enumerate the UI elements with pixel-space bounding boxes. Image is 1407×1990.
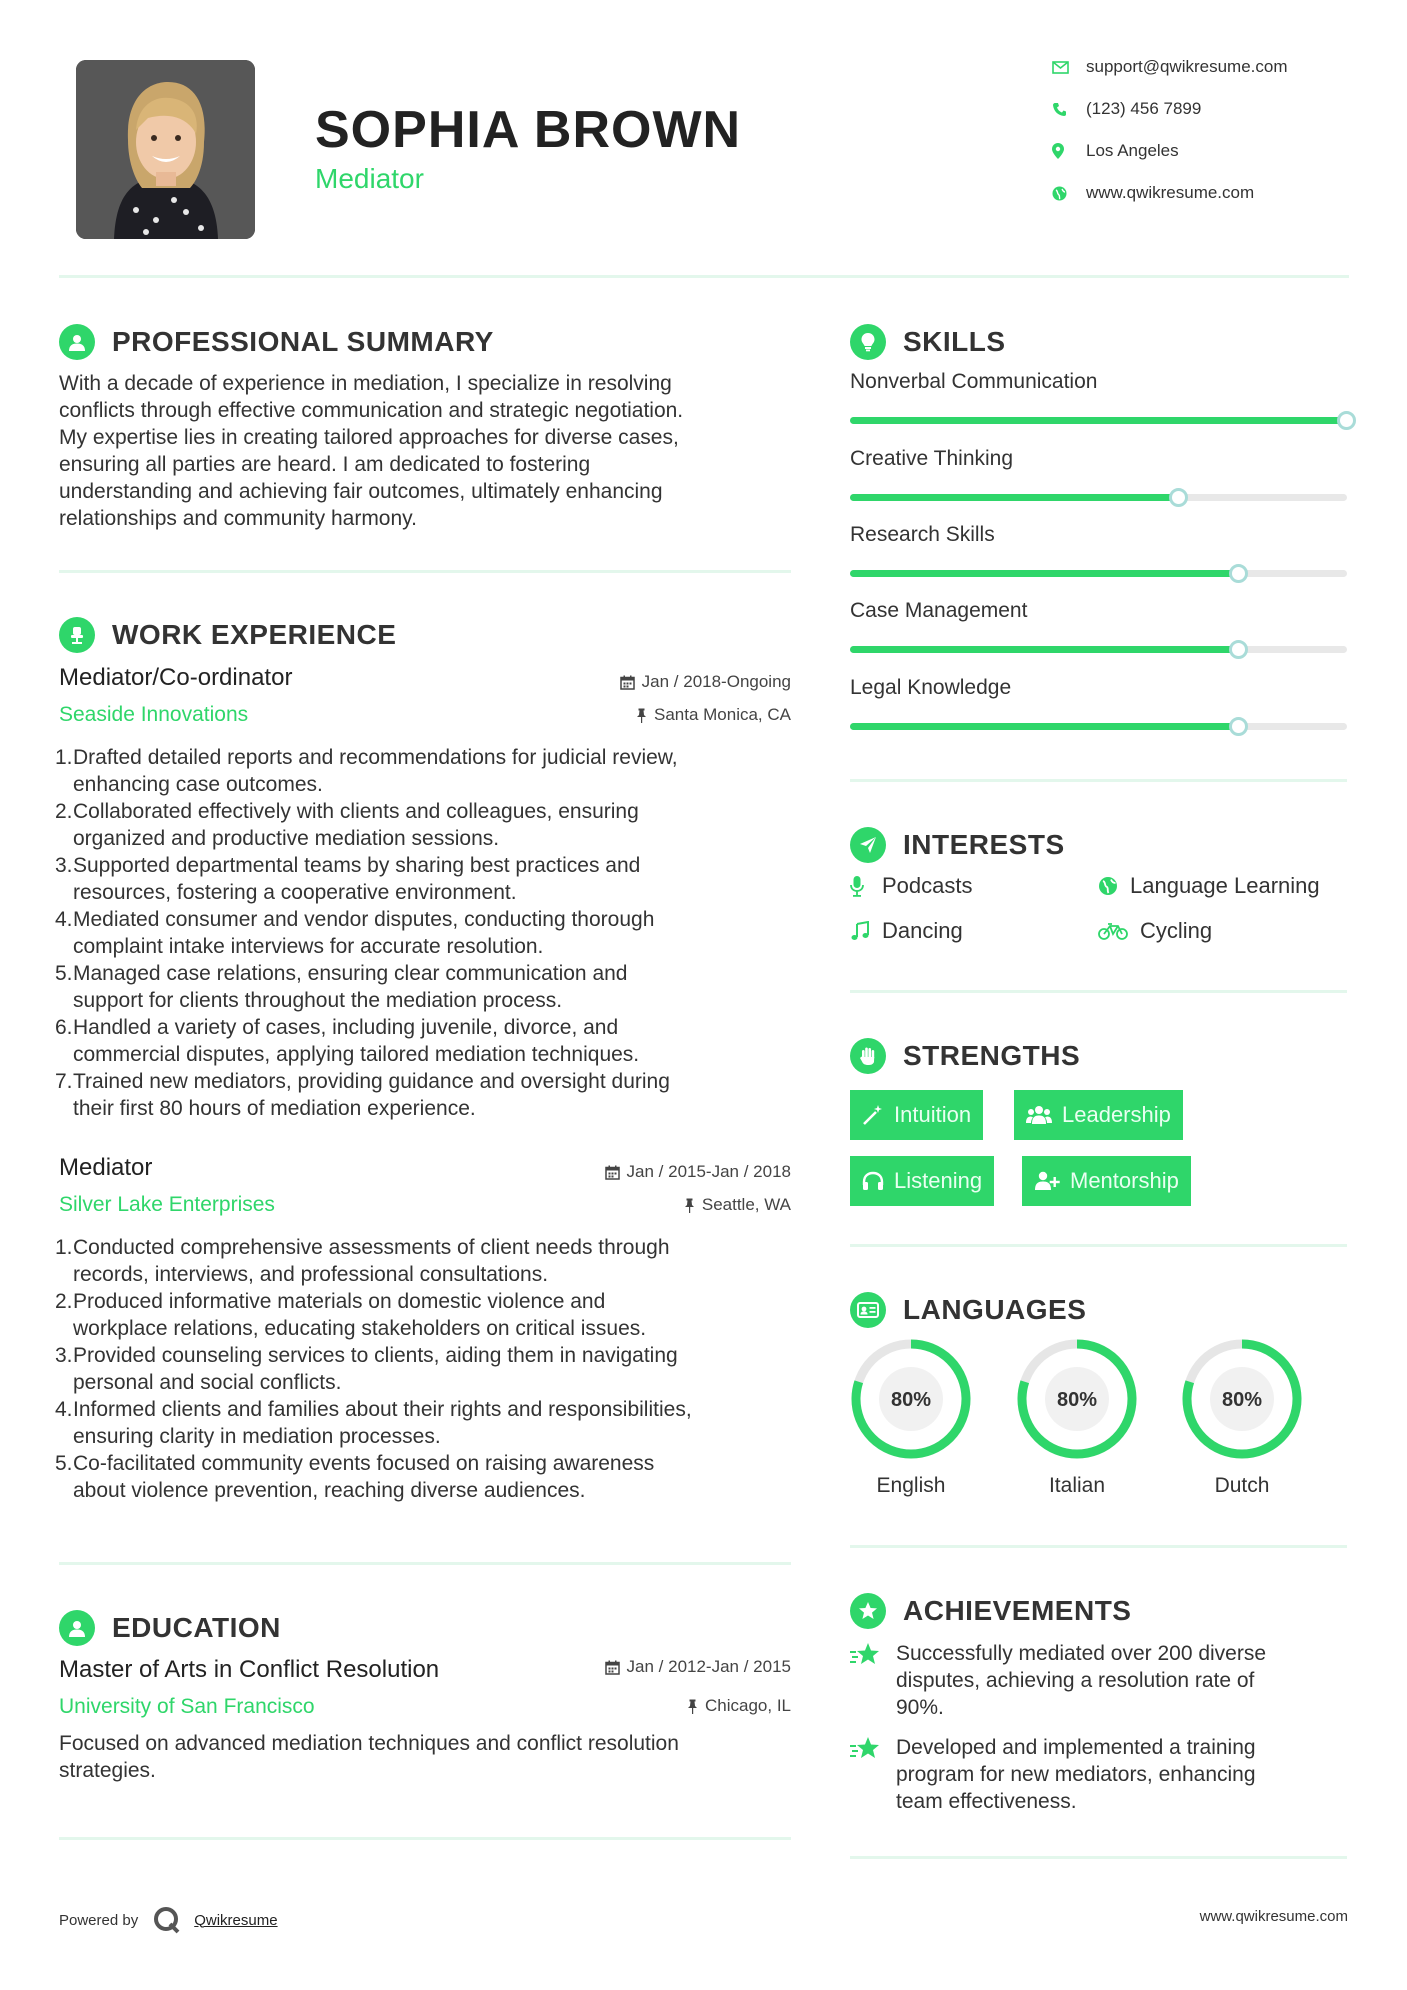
calendar-icon	[605, 1165, 620, 1180]
job-location-text: Seattle, WA	[701, 1195, 791, 1214]
list-item: 4. Mediated consumer and vendor disputes, conducting thorough complaint intake interviews for accurate resolution.	[55, 908, 655, 958]
job-company: Seaside Innovations	[59, 703, 249, 726]
envelope-icon	[1052, 61, 1086, 74]
pushpin-icon	[636, 708, 647, 723]
job-dates-text: Jan / 2015-Jan / 2018	[626, 1162, 791, 1181]
strengths-title: STRENGTHS	[903, 1040, 1081, 1071]
job-dates-text: Jan / 2018-Ongoing	[641, 672, 791, 691]
users-icon	[1026, 1105, 1052, 1125]
list-item: 1. Conducted comprehensive assessments of client needs through records, interviews, and professional consultations.	[55, 1236, 670, 1286]
star-badge-icon	[850, 1593, 886, 1629]
magic-wand-icon	[862, 1104, 884, 1126]
skill-knob	[1229, 640, 1248, 659]
interests-title: INTERESTS	[903, 829, 1065, 860]
skill-bar	[850, 723, 1347, 730]
pushpin-icon	[687, 1699, 698, 1714]
skill-fill	[850, 646, 1238, 653]
list-item: 5. Managed case relations, ensuring clear communication and support for clients throughout the mediation process.	[55, 962, 628, 1012]
skill-label: Creative Thinking	[850, 447, 1014, 470]
candidate-name: SOPHIA BROWN	[315, 101, 742, 159]
email-text: support@qwikresume.com	[1086, 57, 1288, 76]
language-name: Dutch	[1214, 1474, 1270, 1497]
list-item: 6. Handled a variety of cases, including juvenile, divorce, and commercial disputes, applying tailored mediation techniques.	[55, 1016, 640, 1066]
contact-email[interactable]	[1052, 57, 1288, 77]
strength-tag: Mentorship	[1022, 1156, 1191, 1206]
section-divider	[59, 1562, 791, 1565]
list-item: 2. Collaborated effectively with clients and colleagues, ensuring organized and productive mediation sessions.	[55, 800, 639, 850]
education-description: Focused on advanced mediation techniques and conflict resolution strategies.	[59, 1732, 679, 1782]
skill-bar	[850, 494, 1347, 501]
footer-website[interactable]: www.qwikresume.com	[1199, 1908, 1348, 1925]
contact-location	[1052, 141, 1179, 161]
summary-text	[59, 370, 799, 532]
skill-label: Research Skills	[850, 523, 995, 546]
language-name: English	[876, 1474, 946, 1497]
list-item: 7. Trained new mediators, providing guidance and oversight during their first 80 hours of mediation experience.	[55, 1070, 670, 1120]
summary-line: understanding and achieving fair outcomes, ultimately enhancing	[59, 480, 663, 503]
skill-bar	[850, 417, 1347, 424]
interest-item: Language Learning	[1098, 873, 1320, 899]
education-dates-text: Jan / 2012-Jan / 2015	[626, 1657, 791, 1676]
paper-plane-icon	[850, 827, 886, 863]
section-divider	[850, 990, 1347, 993]
list-item: 4. Informed clients and families about their rights and responsibilities, ensuring clarity in mediation processes.	[55, 1398, 692, 1448]
list-item: 1. Drafted detailed reports and recommendations for judicial review, enhancing case outcomes.	[55, 746, 678, 796]
skill-fill	[850, 417, 1347, 424]
job-title: Mediator/Co-ordinator	[59, 664, 293, 691]
candidate-role: Mediator	[315, 163, 424, 194]
skills-title: SKILLS	[903, 326, 1006, 357]
headphones-icon	[862, 1171, 884, 1191]
skill-fill	[850, 570, 1238, 577]
skill-fill	[850, 723, 1238, 730]
education-dates	[541, 1657, 791, 1677]
school-name: University of San Francisco	[59, 1695, 315, 1718]
summary-line: conflicts through effective communication and strategic negotiation.	[59, 399, 684, 422]
microphone-icon	[850, 875, 882, 897]
header-divider	[59, 275, 1349, 278]
language-percent: 80%	[1221, 1389, 1263, 1411]
star-icon	[850, 1736, 884, 1767]
achievements-heading	[850, 1593, 1131, 1629]
profile-photo	[76, 60, 255, 239]
interests-heading	[850, 827, 1065, 863]
location-text: Los Angeles	[1086, 141, 1179, 160]
contact-website[interactable]	[1052, 183, 1254, 203]
avatar	[76, 60, 255, 239]
degree-title: Master of Arts in Conflict Resolution	[59, 1656, 440, 1683]
job-location	[541, 1195, 791, 1215]
summary-title: PROFESSIONAL SUMMARY	[112, 326, 494, 357]
skill-knob	[1337, 411, 1356, 430]
list-item: 3. Provided counseling services to clients, aiding them in navigating personal and social conflicts.	[55, 1344, 678, 1394]
list-item: 2. Produced informative materials on domestic violence and workplace relations, educating stakeholders on critical issues.	[55, 1290, 647, 1340]
website-text: www.qwikresume.com	[1086, 183, 1255, 202]
section-divider	[850, 1856, 1347, 1859]
map-pin-icon	[1052, 143, 1086, 159]
job-dates	[541, 672, 791, 692]
summary-line: My expertise lies in creating tailored approaches for diverse cases,	[59, 426, 679, 449]
star-icon	[850, 1642, 884, 1673]
skill-bar	[850, 570, 1347, 577]
education-location-text: Chicago, IL	[705, 1696, 791, 1715]
summary-heading	[59, 324, 494, 360]
summary-line: relationships and community harmony.	[59, 507, 417, 530]
language-ring	[1016, 1338, 1138, 1460]
summary-line: With a decade of experience in mediation, I specialize in resolving	[59, 372, 672, 395]
strength-tag: Leadership	[1014, 1090, 1183, 1140]
language-name: Italian	[1048, 1474, 1106, 1497]
experience-title: WORK EXPERIENCE	[112, 619, 397, 650]
education-title: EDUCATION	[112, 1612, 281, 1643]
job-title: Mediator	[59, 1154, 153, 1181]
languages-title: LANGUAGES	[903, 1294, 1087, 1325]
strength-tag: Intuition	[850, 1090, 983, 1140]
bicycle-icon	[1098, 922, 1140, 940]
skill-knob	[1229, 717, 1248, 736]
job-dates	[541, 1162, 791, 1182]
education-heading	[59, 1610, 281, 1646]
globe-icon	[1052, 186, 1086, 201]
hand-icon	[850, 1038, 886, 1074]
interest-item: Cycling	[1098, 918, 1212, 944]
job-company: Silver Lake Enterprises	[59, 1193, 275, 1216]
id-card-icon	[850, 1292, 886, 1328]
skill-bar	[850, 646, 1347, 653]
section-divider	[59, 570, 791, 573]
powered-by-text: Powered by	[59, 1911, 139, 1929]
job-location-text: Santa Monica, CA	[653, 705, 791, 724]
skill-fill	[850, 494, 1178, 501]
user-icon	[59, 324, 95, 360]
summary-line: ensuring all parties are heard. I am dedicated to fostering	[59, 453, 591, 476]
languages-heading	[850, 1292, 1086, 1328]
job-duties	[55, 744, 795, 1122]
list-item: 5. Co-facilitated community events focused on raising awareness about violence prevention, reaching diverse audiences.	[55, 1452, 655, 1502]
skills-heading	[850, 324, 1006, 360]
interest-item: Dancing	[850, 918, 963, 944]
language-ring	[850, 1338, 972, 1460]
phone-text: (123) 456 7899	[1086, 99, 1202, 118]
skill-label: Case Management	[850, 599, 1028, 622]
achievements-title: ACHIEVEMENTS	[903, 1595, 1132, 1626]
skill-label: Legal Knowledge	[850, 676, 1012, 699]
skill-knob	[1169, 488, 1188, 507]
language-ring	[1181, 1338, 1303, 1460]
calendar-icon	[605, 1660, 620, 1675]
music-note-icon	[850, 921, 882, 941]
achievement-item: Successfully mediated over 200 diverse disputes, achieving a resolution rate of 90%.	[896, 1642, 1267, 1719]
pushpin-icon	[684, 1198, 695, 1213]
job-duties	[55, 1234, 795, 1504]
user-plus-icon	[1034, 1171, 1060, 1191]
user-graduate-icon	[59, 1610, 95, 1646]
education-location	[541, 1696, 791, 1716]
strength-tag: Listening	[850, 1156, 994, 1206]
brand-link[interactable]: Qwikresume	[194, 1911, 278, 1929]
list-item: 3. Supported departmental teams by sharing best practices and resources, fostering a cooperative environment.	[55, 854, 641, 904]
skill-knob	[1229, 564, 1248, 583]
office-chair-icon	[59, 617, 95, 653]
achievement-item: Developed and implemented a training program for new mediators, enhancing team effectiveness.	[896, 1736, 1256, 1813]
section-divider	[850, 779, 1347, 782]
section-divider	[59, 1837, 791, 1840]
contact-phone[interactable]	[1052, 99, 1201, 119]
globe-icon	[1098, 876, 1130, 896]
qwikresume-logo-icon	[152, 1905, 182, 1935]
strengths-heading	[850, 1038, 1080, 1074]
language-percent: 80%	[1056, 1389, 1098, 1411]
experience-heading	[59, 617, 396, 653]
interest-item: Podcasts	[850, 873, 973, 899]
section-divider	[850, 1545, 1347, 1548]
language-percent: 80%	[890, 1389, 932, 1411]
calendar-icon	[620, 675, 635, 690]
job-location	[541, 705, 791, 725]
lightbulb-icon	[850, 324, 886, 360]
footer-powered	[59, 1905, 278, 1935]
phone-icon	[1052, 102, 1086, 117]
skill-label: Nonverbal Communication	[850, 370, 1098, 393]
section-divider	[850, 1244, 1347, 1247]
